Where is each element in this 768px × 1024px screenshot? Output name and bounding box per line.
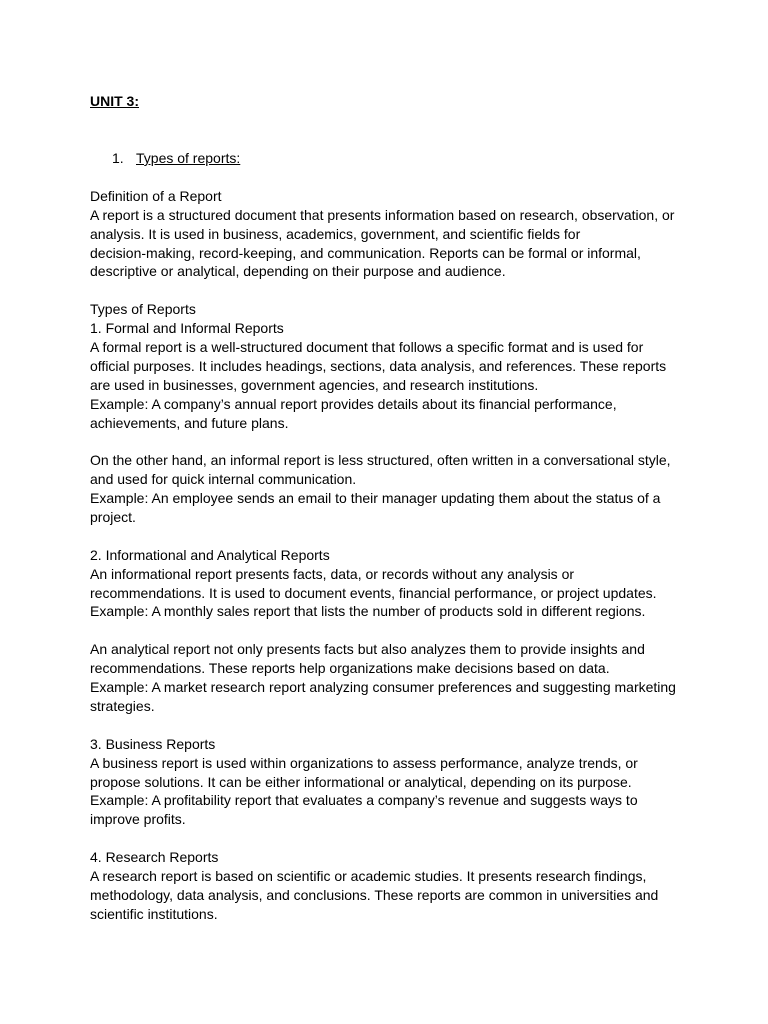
paragraph-block (90, 546, 680, 622)
text-line: propose solutions. It can be either informational or analytical, depending on its purpose. (90, 773, 632, 790)
paragraph-block (90, 451, 680, 527)
list-number: 1. (112, 150, 124, 166)
text-line: and used for quick internal communication. (90, 471, 357, 488)
text-line: 1. Formal and Informal Reports (90, 320, 284, 337)
paragraph-block (90, 735, 680, 829)
text-line: analysis. It is used in business, academics, government, and scientific fields for (90, 225, 581, 242)
text-line: An analytical report not only presents facts but also analyzes them to provide insights and (90, 641, 645, 658)
text-line: are used in businesses, government agencies, and research institutions. (90, 376, 539, 393)
text-line: A research report is based on scientific or academic studies. It presents research findings, (90, 867, 647, 884)
text-line: Example: A company’s annual report provides details about its financial performance, (90, 395, 617, 412)
text-line: Example: A market research report analyzing consumer preferences and suggesting marketing (90, 679, 676, 696)
text-line: A business report is used within organizations to assess performance, analyze trends, or (90, 754, 638, 771)
text-line: Definition of a Report (90, 187, 222, 204)
text-line: descriptive or analytical, depending on their purpose and audience. (90, 263, 506, 280)
text-line: On the other hand, an informal report is less structured, often written in a conversational style, (90, 452, 671, 469)
text-line: improve profits. (90, 811, 186, 828)
text-line: Example: An employee sends an email to their manager updating them about the status of a (90, 490, 661, 507)
text-line: A report is a structured document that presents information based on research, observation, or (90, 206, 675, 223)
text-line: Example: A monthly sales report that lists the number of products sold in different regions. (90, 603, 646, 620)
text-line: recommendations. It is used to document events, financial performance, or project updates. (90, 584, 657, 601)
text-line: achievements, and future plans. (90, 414, 289, 431)
text-line: 4. Research Reports (90, 849, 219, 866)
list-heading (90, 149, 680, 168)
text-line: strategies. (90, 697, 155, 714)
text-line: decision-making, record-keeping, and communication. Reports can be formal or informal, (90, 244, 641, 261)
document-content (90, 92, 680, 924)
text-line: 2. Informational and Analytical Reports (90, 546, 330, 563)
text-line: A formal report is a well-structured document that follows a specific format and is used for (90, 339, 644, 356)
paragraph-block (90, 300, 680, 432)
text-line: An informational report presents facts, data, or records without any analysis or (90, 565, 575, 582)
paragraph-block (90, 848, 680, 924)
text-line: Example: A profitability report that evaluates a company’s revenue and suggests ways to (90, 792, 638, 809)
text-line: recommendations. These reports help organizations make decisions based on data. (90, 660, 610, 677)
list-heading-label: Types of reports: (136, 150, 241, 166)
text-line: project. (90, 509, 136, 526)
text-line: 3. Business Reports (90, 735, 216, 752)
text-line: scientific institutions. (90, 905, 218, 922)
text-line: Types of Reports (90, 301, 196, 318)
body-text (90, 187, 680, 924)
text-line: official purposes. It includes headings, sections, data analysis, and references. These reports (90, 357, 667, 374)
unit-title: UNIT 3: (90, 93, 139, 109)
paragraph-block (90, 187, 680, 281)
paragraph-block (90, 640, 680, 716)
text-line: methodology, data analysis, and conclusions. These reports are common in universities and (90, 886, 659, 903)
